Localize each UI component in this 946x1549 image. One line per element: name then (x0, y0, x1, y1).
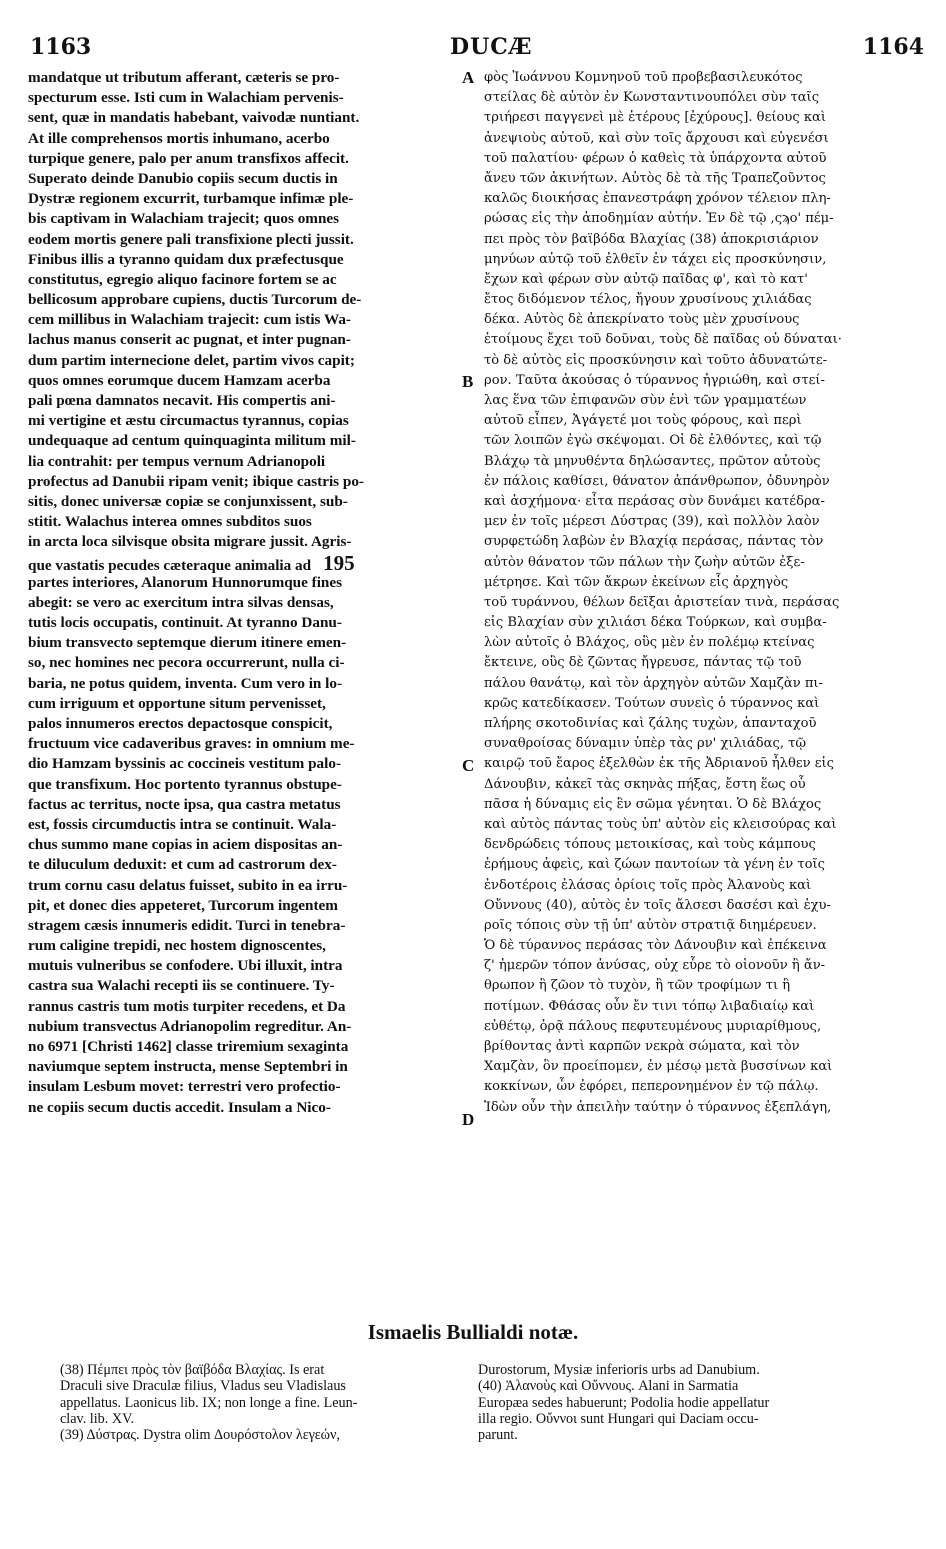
text-line-text: palos innumeros erectos depactosque conspicit, (28, 715, 333, 732)
text-line (484, 532, 924, 552)
text-line-text: fructuum vice cadaveribus graves: in omnium me- (28, 735, 355, 753)
text-line (28, 492, 460, 512)
text-line-text: στείλας δὲ αὐτὸν ἐν Κωνσταντινουπόλει σὺν ταῖς (484, 90, 820, 106)
text-line (28, 956, 460, 976)
margin-letter-d: D (462, 1110, 475, 1129)
text-line-text: sent, quæ in mandatis habebant, vaivodæ nuntiant. (28, 109, 360, 127)
text-line-text: cem millibus in Walachiam trajecit: cum istis Wa- (28, 311, 351, 329)
text-line (28, 169, 460, 189)
text-line (484, 573, 924, 593)
text-line (28, 189, 460, 209)
text-line (484, 290, 924, 310)
text-line (484, 411, 924, 431)
text-line-text: quos omnes eorumque ducem Hamzam acerba (28, 371, 331, 389)
text-line-text: ἄνευ τῶν ἀκινήτων. Αὐτὸς δὲ τὰ τῆς Τραπεζοῦντος (484, 170, 826, 186)
text-line-text: τὸ δὲ αὐτὸς εἰς προσκύνησιν καὶ τοῦτο ἀδυνατώτε- (484, 352, 828, 368)
text-line-text: que transfixum. Hoc portento tyrannus obstupe- (28, 775, 342, 793)
text-line-text: ζ' ἡμερῶν τόπον ἀνύσας, οὐχ εὗρε τὸ οἱονοῦν ἢ ἄν- (484, 958, 826, 974)
text-line (28, 896, 460, 916)
text-line-text: no 6971 [Christi 1462] classe triremium sexaginta (28, 1038, 349, 1055)
text-line-text: ἔχων καὶ φέρων σὺν αὐτῷ παῖδας φ', καὶ τὸ κατ' (484, 271, 808, 287)
text-line (484, 310, 924, 330)
text-line-text: bium transvecto septemque dierum itinere emen- (28, 634, 347, 652)
text-line (28, 835, 460, 855)
text-line (484, 835, 924, 855)
text-line-text: lia contrahit: per tempus vernum Adrianopoli (28, 452, 326, 470)
text-line (28, 452, 460, 472)
greek-text-column (484, 68, 924, 1118)
text-line-text: Βλάχῳ τὰ μηνυθέντα δηλώσαντες, πρῶτον αὐτοὺς (484, 453, 821, 469)
text-line-text: βρίθοντας ἀντὶ καρπῶν νεκρὰ σώματα, καὶ τὸν (484, 1039, 800, 1054)
text-line (484, 108, 924, 128)
text-line (28, 512, 460, 532)
text-line (28, 472, 460, 492)
text-line (28, 734, 460, 754)
note-line (60, 1362, 460, 1378)
margin-letter-a: A (462, 68, 475, 87)
text-line (484, 1098, 924, 1118)
text-line-text: κοκκίνων, ὧν ἐφόρει, πεπερονημένον ἐν τῷ πάλῳ. (484, 1079, 819, 1095)
text-line-text: αὐτὸν θάνατον τῶν πάλων τὴν ζωὴν αὐτῶν ἐξε- (484, 554, 805, 570)
text-line (484, 734, 924, 754)
text-line (484, 936, 924, 956)
text-line-text: bellicosum approbare cupiens, ductis Turcorum de- (28, 291, 362, 309)
text-line-text: te diluculum deduxit: et cum ad castrorum dex- (28, 856, 337, 874)
text-line-text: cum irriguum et opportune situm pervenisset, (28, 694, 326, 712)
text-line (28, 68, 460, 88)
text-line-text: καὶ αὐτὸς πάντας τοὺς ὑπ' αὐτὸν εἰς κλεισούρας καὶ (484, 816, 837, 832)
text-line (484, 371, 924, 391)
text-line-text: ἑτοίμους ἔχει τοῦ δοῦναι, τοὺς δὲ παῖδας οὐ δύναται· (484, 332, 842, 348)
text-line (28, 108, 460, 128)
text-line-text: ποτίμων. Φθάσας οὖν ἔν τινι τόπῳ λιβαδιαίῳ καὶ (484, 998, 815, 1014)
notes-left-column (60, 1362, 460, 1443)
text-line-text: φὸς Ἰωάννου Κομνηνοῦ τοῦ προβεβασιλευκότος (484, 70, 803, 85)
note-line-text: parunt. (478, 1427, 518, 1444)
note-line (60, 1378, 460, 1394)
text-line-text: in arcta loca silvisque obsita migrare jussit. Agris- (28, 533, 352, 551)
text-line (28, 88, 460, 108)
text-line-text: undequaque ad centum quinquaginta militum mil- (28, 432, 356, 450)
text-line (28, 1098, 460, 1118)
note-line-text: Durostorum, Mysiæ inferioris urbs ad Danubium. (478, 1362, 760, 1378)
text-line (28, 633, 460, 653)
text-line (484, 956, 924, 976)
text-line (28, 391, 460, 411)
text-line-text: Superato deinde Danubio copiis secum ductis in (28, 169, 338, 187)
text-line (28, 230, 460, 250)
page-number-left: 1163 (30, 34, 92, 60)
text-line-text: τῶν λοιπῶν ἐγὼ σκέψομαι. Οἱ δὲ ἐλθόντες, καὶ τῷ (484, 433, 822, 449)
text-line (484, 1077, 924, 1097)
note-line (478, 1362, 908, 1378)
text-line-text: specturum esse. Isti cum in Walachiam pervenis- (28, 89, 344, 107)
text-line (28, 149, 460, 169)
text-line (484, 997, 924, 1017)
text-line-text: λας ἕνα τῶν ἐπιφανῶν σὺν ἑνὶ τῶν γραμματέων (484, 393, 807, 408)
text-line-text: At ille comprehensos mortis inhumano, acerbo (28, 129, 330, 147)
text-line-text: abegit: se vero ac exercitum intra silvas densas, (28, 593, 334, 611)
text-line (28, 1057, 460, 1077)
text-line (484, 896, 924, 916)
note-line (60, 1395, 460, 1411)
text-line (28, 1037, 460, 1057)
text-line-text: πάλου θανάτῳ, καὶ τὸν ἀρχηγὸν αὐτῶν Χαμζὰν πι- (484, 675, 823, 691)
text-line-text: Finibus illis a tyranno quidam dux præfectusque (28, 250, 344, 268)
note-line-text: illa regio. Οὔννοι sunt Hungari qui Daciam occu- (478, 1410, 759, 1427)
text-line (28, 694, 460, 714)
text-line (28, 815, 460, 835)
note-line (60, 1427, 460, 1443)
text-line-text: insulam Lesbum movet: terrestri vero profectio- (28, 1078, 341, 1096)
text-line-text: τοῦ τυράννου, θέλων δεῖξαι ἀριστείαν τινὰ, περάσας (484, 594, 840, 610)
text-line-text: que vastatis pecudes cæteraque animalia ad (28, 556, 312, 574)
text-line-text: pali pœna damnatos necavit. His compertis ani- (28, 392, 336, 409)
text-line (28, 310, 460, 330)
text-line (484, 209, 924, 229)
text-line-text: αὐτοῦ εἶπεν, Ἀγάγετέ μοι τοὺς φόρους, καὶ περὶ (484, 413, 802, 429)
text-line-text: bis captivam in Walachiam trajecit; quos omnes (28, 210, 340, 228)
text-line-text: ροῖς τόποις σὺν τῇ ὑπ' αὐτὸν στρατιᾷ διημέρευεν. (484, 917, 817, 933)
text-line (484, 1037, 924, 1057)
text-line-text: Dystræ regionem excurrit, turbamque infimæ ple- (28, 190, 354, 208)
text-line-text: mandatque ut tributum afferant, cæteris se pro- (28, 69, 340, 86)
text-line-text: nubium transvectus Adrianopolim regreditur. An- (28, 1017, 352, 1035)
text-line-text: δέκα. Αὐτὸς δὲ ἀπεκρίνατο τοὺς μὲν χρυσίνους (484, 312, 800, 328)
text-line-text: sitis, donec universæ copiæ se conjunxissent, sub- (28, 492, 348, 510)
text-line (484, 1057, 924, 1077)
text-line (28, 976, 460, 996)
text-line (28, 593, 460, 613)
text-line (484, 169, 924, 189)
text-line-text: est, fossis circumductis intra se continuit. Wala- (28, 815, 337, 833)
text-line (484, 694, 924, 714)
text-line-text: Χαμζὰν, ὃν προείπομεν, ἐν μέσῳ μετὰ βυσσίνων καὶ (484, 1059, 833, 1075)
text-line (484, 775, 924, 795)
text-line (484, 129, 924, 149)
text-line-text: stragem cæsis innumeris edidit. Turci in tenebra- (28, 916, 346, 934)
text-line (484, 492, 924, 512)
text-line (484, 876, 924, 896)
notes-right-column (478, 1362, 908, 1443)
text-line-text: mutuis vulneribus se confodere. Ubi illuxit, intra (28, 957, 343, 975)
text-line (28, 795, 460, 815)
text-line (484, 916, 924, 936)
text-line-text: ἀνεψιοὺς αὐτοῦ, καὶ σὺν τοῖς ἄρχουσι καὶ εὐγενέσι (484, 130, 829, 146)
text-line (484, 230, 924, 250)
text-line (28, 714, 460, 734)
text-line (484, 149, 924, 169)
text-line-text: τοῦ παλατίου· φέρων ὁ καθεὶς τὰ ὑπάρχοντα αὐτοῦ (484, 150, 827, 166)
text-line (28, 1017, 460, 1037)
note-line-text: (39) Δύστρας. Dystra olim Δουρόστολον λεγεών, (60, 1427, 340, 1444)
text-line (28, 997, 460, 1017)
note-line (478, 1411, 908, 1427)
text-line-text: λὼν αὐτοῖς ὁ Βλάχος, οὓς μὲν ἐν πολέμῳ κτείνας (484, 635, 815, 651)
text-line-text: constitutus, egregio aliquo facinore fortem se ac (28, 270, 337, 288)
note-line-text: Europæa sedes habuerunt; Podolia hodie appellatur (478, 1394, 770, 1411)
text-line-text: naviumque septem instructa, mense Septembri in (28, 1058, 348, 1076)
inline-page-number: 195 (323, 550, 355, 575)
text-line-text: ἔτος διδόμενον τέλος, ἤγουν χρυσίνους χιλιάδας (484, 292, 812, 308)
text-line (484, 613, 924, 633)
text-line (28, 1077, 460, 1097)
text-line (484, 270, 924, 290)
text-line (484, 88, 924, 108)
text-line (28, 351, 460, 371)
note-line-text: Draculi sive Draculæ filius, Vladus seu Vladislaus (60, 1378, 346, 1395)
text-line (28, 550, 460, 575)
margin-letter-b: B (462, 372, 474, 391)
page-number-right: 1164 (862, 34, 924, 60)
text-line-text: eodem mortis genere pali transfixione plecti jussit. (28, 230, 354, 248)
text-line-text: μηνύων αὐτῷ τοῦ ἐλθεῖν ἐν τάχει εἰς προσκύνησιν, (484, 251, 827, 267)
text-line (28, 431, 460, 451)
text-line-text: Ἰδὼν οὖν τὴν ἀπειλὴν ταύτην ὁ τύραννος ἐξεπλάγη, (484, 1099, 832, 1115)
note-line (478, 1395, 908, 1411)
text-line-text: chus summo mane copias in aciem dispositas an- (28, 836, 343, 854)
text-line-text: Οὔννους (40), αὐτὸς ἐν τοῖς ἄλσεσι δασέσι καὶ ἐχυ- (484, 897, 831, 913)
text-line (484, 653, 924, 673)
text-line (484, 714, 924, 734)
text-line-text: ρον. Ταῦτα ἀκούσας ὁ τύραννος ἠγριώθη, καὶ στεί- (484, 372, 825, 388)
text-line (484, 795, 924, 815)
text-line-text: stitit. Walachus interea omnes subditos suos (28, 513, 312, 531)
text-line-text: θρωπον ἢ ζῶον τὸ τυχὸν, ἢ τῶν τροφίμων τι ἢ (484, 978, 791, 994)
text-line-text: δενδρώδεις τόπους μετοικίσας, καὶ τοὺς κάμπους (484, 837, 816, 853)
note-line-text: clav. lib. XV. (60, 1410, 135, 1427)
text-line (28, 674, 460, 694)
text-line-text: Δάνουβιν, κἀκεῖ τὰς σκηνὰς πήξας, ἔστη ἕως οὗ (484, 776, 806, 792)
text-line-text: rum caligine trepidi, nec hostem dignoscentes, (28, 937, 326, 955)
text-line-text: μέτρησε. Καὶ τῶν ἄκρων ἐκείνων εἷς ἀρχηγὸς (484, 574, 789, 590)
text-line-text: ἐν πάλοις καθίσει, θάνατον ἀπάνθρωπον, ὀδυνηρὸν (484, 473, 830, 489)
margin-letter-c: C (462, 756, 475, 775)
text-line (484, 250, 924, 270)
text-line-text: so, nec homines nec pecora occurrerunt, nulla ci- (28, 654, 345, 672)
text-line-text: εὐθέτῳ, ὁρᾷ πάλους πεφυτευμένους μυριαρίθμους, (484, 1018, 822, 1034)
text-line (28, 876, 460, 896)
text-line (28, 330, 460, 350)
text-line (28, 613, 460, 633)
text-line-text: καὶ ἀσχήμονα· εἶτα περάσας σὺν δυνάμει κατέδρα- (484, 493, 825, 509)
text-line (28, 371, 460, 391)
text-line (484, 472, 924, 492)
text-line (484, 855, 924, 875)
text-line-text: συρφετώδη λαβὼν ἐν Βλαχίᾳ περάσας, πάντας τὸν (484, 534, 824, 550)
text-line-text: πει πρὸς τὸν βαϊβόδα Βλαχίας (38) ἀποκρισιάριον (484, 231, 819, 247)
text-line-text: tutis locis occupatis, continuit. At tyranno Danu- (28, 614, 342, 632)
note-line (478, 1378, 908, 1394)
text-line-text: dio Hamzam byssinis ac coccineis vestitum palo- (28, 755, 342, 773)
text-line (484, 68, 924, 88)
text-line (484, 351, 924, 371)
text-line-text: ἐρήμους ἀφεὶς, καὶ ζώων παντοίων τὰ γένη ἐν τοῖς (484, 857, 825, 873)
text-line-text: profectus ad Danubii ripam venit; ibique castris po- (28, 472, 364, 490)
text-line-text: mi vertigine et æstu circumactus tyrannus, copias (28, 412, 349, 430)
note-line-text: appellatus. Laonicus lib. IX; non longe a fine. Leun- (60, 1394, 358, 1411)
text-line (484, 815, 924, 835)
text-line-text: turpique genere, palo per anum transfixos affecit. (28, 149, 349, 167)
text-line-text: baria, ne potus quidem, inventa. Cum vero in lo- (28, 674, 343, 692)
note-line (478, 1427, 908, 1443)
text-line-text: lachus manus conserit ac pugnat, et inter pugnan- (28, 331, 351, 349)
text-line (484, 189, 924, 209)
text-line-text: καλῶς διοικήσας ἐπανεστράφη χρόνον τέλειον πλη- (484, 191, 831, 207)
text-line-text: πλήρης σκοτοδινίας καὶ ζάλης τυχὼν, ἁπανταχοῦ (484, 716, 817, 731)
running-title: DUCÆ (450, 34, 533, 60)
text-line (28, 411, 460, 431)
text-line (484, 330, 924, 350)
text-line-text: Ὁ δὲ τύραννος περάσας τὸν Δάνουβιν καὶ ἐπέκεινα (484, 938, 827, 954)
text-line (484, 1017, 924, 1037)
text-line-text: ρώσας εἰς τὴν ἀποδημίαν αὐτήν. Ἐν δὲ τῷ ,ςϡο' πέμ- (484, 211, 834, 227)
text-line (28, 532, 460, 552)
text-line (484, 512, 924, 532)
text-line (28, 290, 460, 310)
text-line-text: ne copiis secum ductis accedit. Insulam a Nico- (28, 1098, 331, 1116)
text-line (28, 775, 460, 795)
text-line-text: ἔκτεινε, οὓς δὲ ζῶντας ἤγρευσε, πάντας τῷ τοῦ (484, 655, 802, 671)
text-line (484, 391, 924, 411)
text-line-text: factus ac territus, nocte ipsa, qua castra metatus (28, 795, 341, 813)
note-line (60, 1411, 460, 1427)
notes-title: Ismaelis Bullialdi notæ. (367, 1320, 579, 1344)
text-line-text: μεν ἐν τοῖς μέρεσι Δύστρας (39), καὶ πολλὸν λαὸν (484, 514, 820, 530)
text-line (28, 573, 460, 593)
text-line (484, 452, 924, 472)
text-line (28, 754, 460, 774)
text-line (28, 129, 460, 149)
note-line-text: (40) Ἀλανοὺς καὶ Οὔννους. Alani in Sarmatia (478, 1378, 739, 1395)
note-line-text: (38) Πέμπει πρὸς τὸν βαϊβόδα Βλαχίας. Is erat (60, 1362, 325, 1378)
text-line-text: dum partim internecione delet, partim vivos capit; (28, 351, 355, 369)
text-line-text: pit, et donec dies appeteret, Turcorum ingentem (28, 896, 338, 914)
text-line-text: partes interiores, Alanorum Hunnorumque fines (28, 573, 343, 591)
text-line-text: trum cornu casu delatus fuisset, subito in ea irru- (28, 876, 348, 894)
text-line-text: ἐνδοτέροις ἐλάσας ὁρίοις τοῖς πρὸς Ἀλανοὺς καὶ (484, 877, 812, 893)
text-line (28, 270, 460, 290)
text-line (484, 674, 924, 694)
text-line (28, 916, 460, 936)
running-header (30, 34, 924, 68)
text-line (28, 936, 460, 956)
text-line-text: πᾶσα ἡ δύναμις εἰς ἓν σῶμα γένηται. Ὁ δὲ Βλάχος (484, 796, 822, 812)
text-line (28, 653, 460, 673)
text-line (28, 250, 460, 270)
text-line (484, 633, 924, 653)
text-line-text: καιρῷ τοῦ ἔαρος ἐξελθὼν ἐκ τῆς Ἀδριανοῦ ἦλθεν εἰς (484, 756, 835, 772)
text-line-text: εἰς Βλαχίαν σὺν χιλιάσι δέκα Τούρκων, καὶ συμβα- (484, 615, 827, 631)
text-line (484, 754, 924, 774)
text-line (484, 593, 924, 613)
text-line-text: συναθροίσας δύναμιν ὑπὲρ τὰς ρν' χιλιάδας, τῷ (484, 736, 807, 752)
text-line (28, 209, 460, 229)
text-line-text: κρῶς κατεδίκασεν. Τούτων συνεὶς ὁ τύραννος καὶ (484, 695, 820, 711)
text-line-text: castra sua Walachi recepti iis se continuere. Ty- (28, 977, 335, 995)
text-line-text: τριήρεσι παγγενεὶ μὲ ἑτέρους [ἐχύρους]. θείους καὶ (484, 110, 826, 126)
text-line-text: rannus castris tum motis turpiter recedens, et Da (28, 997, 346, 1015)
latin-text-column (28, 68, 460, 1118)
text-line (484, 976, 924, 996)
text-line (484, 553, 924, 573)
text-line (484, 431, 924, 451)
text-line (28, 855, 460, 875)
